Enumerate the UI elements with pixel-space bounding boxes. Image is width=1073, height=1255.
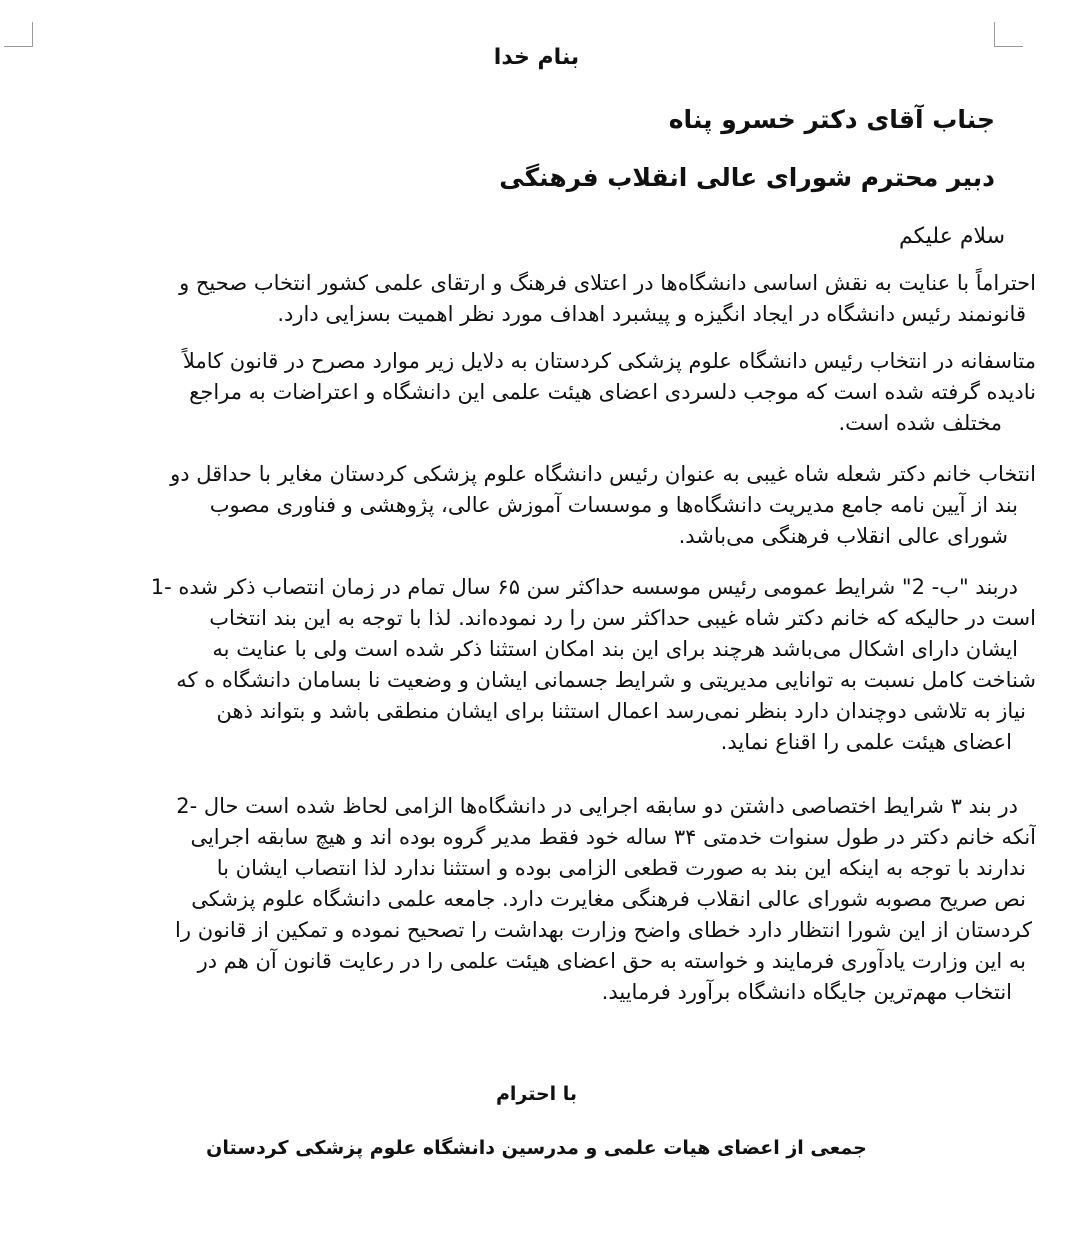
paragraph-appointment bbox=[36, 459, 1036, 552]
paragraph-line: قانونمند رئیس دانشگاه در ایجاد انگیزه و پیشبرد اهداف مورد نظر اهمیت بسزایی دارد. bbox=[277, 302, 1026, 326]
greeting: سلام علیکم bbox=[898, 224, 1005, 249]
paragraph-line: انتخاب مهم‌ترین جایگاه دانشگاه برآورد فرمایید. bbox=[601, 980, 1012, 1004]
top-left-margin-mark bbox=[4, 22, 33, 47]
paragraph-line: کردستان از این شورا انتظار دارد خطای واضح وزارت بهداشت را تصحیح نموده و تمکین از قانون را bbox=[175, 918, 1032, 942]
paragraph-line: احتراماً با عنایت به نقش اساسی دانشگاه‌ها در اعتلای فرهنگ و ارتقای علمی کشور انتخاب صحیح و bbox=[179, 271, 1036, 295]
paragraph-line: شورای عالی انقلاب فرهنگی می‌باشد. bbox=[678, 524, 1008, 548]
paragraph-line: انتخاب خانم دکتر شعله شاه غیبی به عنوان رئیس دانشگاه علوم پزشکی کردستان مغایر با حداقل دو bbox=[170, 462, 1036, 486]
paragraph-line: نیاز به تلاشی دوچندان دارد بنظر نمی‌رسد اعمال استثنا برای ایشان منطقی باشد و بتواند ذهن bbox=[216, 699, 1026, 723]
paragraph-item-1 bbox=[36, 572, 1036, 758]
paragraph-line: نص صریح مصوبه شورای عالی انقلاب فرهنگی مغایرت دارد. جامعه علمی دانشگاه علوم پزشکی bbox=[191, 887, 1026, 911]
paragraph-line: آنکه خانم دکتر در طول سنوات خدمتی ۳۴ ساله خود فقط مدیر گروه بوده اند و هیچ سابقه اجرایی bbox=[190, 825, 1036, 849]
paragraph-line: شناخت کامل نسبت به توانایی مدیریتی و شرایط جسمانی ایشان و وضعیت نا بسامان دانشگاه ه که bbox=[176, 668, 1036, 692]
paragraph-intro bbox=[36, 268, 1036, 330]
paragraph-line: ندارند با توجه به اینکه این بند به صورت قطعی الزامی بوده و استثنا ندارد لذا انتصاب ایشان با bbox=[216, 856, 1026, 880]
paragraph-line: در بند ۳ شرایط اختصاصی داشتن دو سابقه اجرایی در دانشگاه‌ها الزامی لحاظ شده است حال -2 bbox=[176, 794, 1018, 818]
paragraph-line: متاسفانه در انتخاب رئیس دانشگاه علوم پزشکی کردستان به دلایل زیر موارد مصرح در قانون کاملاً bbox=[182, 349, 1036, 373]
paragraph-complaint bbox=[36, 346, 1036, 439]
paragraph-line: ایشان دارای اشکال می‌باشد هرچند برای این بند امکان استثنا ذکر شده است ولی با عنایت به bbox=[212, 637, 1018, 661]
document-heading: بنام خدا bbox=[493, 45, 580, 70]
paragraph-item-2 bbox=[36, 791, 1036, 1008]
paragraph-line: دربند "ب- 2" شرایط عمومی رئیس موسسه حداکثر سن ۶۵ سال تمام در زمان انتصاب ذکر شده -1 bbox=[150, 575, 1018, 599]
closing-phrase: با احترام bbox=[495, 1083, 578, 1105]
paragraph-line: به این وزارت یادآوری فرمایند و خواسته به حق اعضای هیئت علمی را در رعایت قانون آن هم در bbox=[197, 949, 1026, 973]
recipient-title: دبیر محترم شورای عالی انقلاب فرهنگی bbox=[499, 163, 995, 192]
paragraph-line: اعضای هیئت علمی را اقناع نماید. bbox=[720, 730, 1012, 754]
top-right-margin-mark bbox=[994, 22, 1023, 47]
paragraph-line: بند از آیین نامه جامع مدیریت دانشگاه‌ها و موسسات آموزش عالی، پژوهشی و فناوری مصوب bbox=[209, 493, 1018, 517]
paragraph-line: نادیده گرفته شده است که موجب دلسردی اعضای هیئت علمی این دانشگاه و اعتراضات به مراجع bbox=[189, 380, 1036, 404]
signature-line: جمعی از اعضای هیات علمی و مدرسین دانشگاه علوم پزشکی کردستان bbox=[206, 1137, 867, 1159]
paragraph-line: مختلف شده است. bbox=[838, 411, 1002, 435]
paragraph-line: است در حالیکه که خانم دکتر شاه غیبی حداکثر سن را رد نموده‌اند. لذا با توجه به این بند انتخاب bbox=[209, 606, 1036, 630]
recipient-name: جناب آقای دکتر خسرو پناه bbox=[668, 105, 995, 134]
